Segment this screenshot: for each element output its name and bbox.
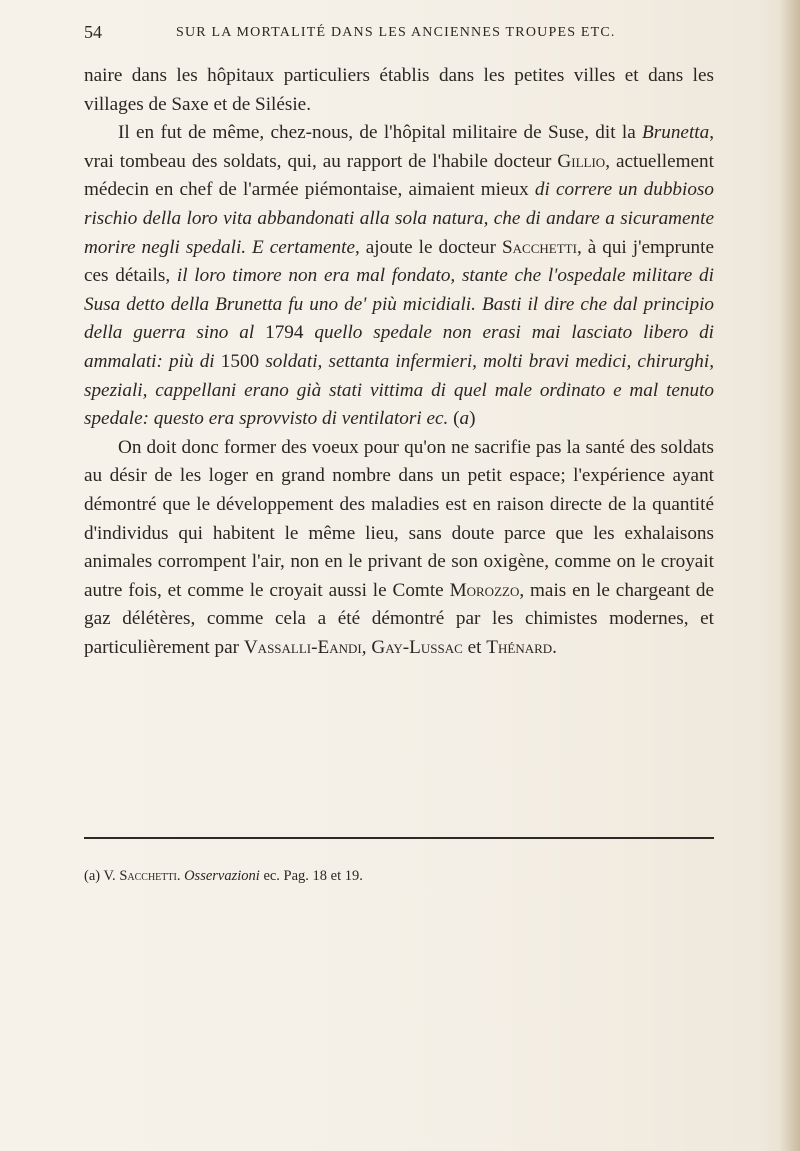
text-run: , actuellement médecin en chef de l'armée piémontaise, aimaient mieux — [84, 150, 714, 201]
footnote — [84, 866, 714, 886]
running-title: SUR LA MORTALITÉ DANS LES ANCIENNES TROUPES ETC. — [176, 25, 616, 40]
italian-quote: quello spedale non erasi mai lasciato libero di ammalati: più di — [84, 322, 715, 372]
text-run: , vrai tombeau des soldats, qui, au rapport de l'habile docteur — [84, 122, 714, 172]
text-run: . — [176, 868, 185, 884]
text-run: , — [361, 636, 372, 658]
footnote-ref: a — [459, 408, 470, 430]
text-run: 1794 — [254, 322, 315, 344]
text-run: On doit donc former des voeux pour qu'on ne sacrifie pas la santé des soldats au désir de les loger en grand nombre dans un petit espace; l'expérience ayant démontré que le développement des maladies est en raison directe de la quantité d'individus qui habitent le même lieu, sans doute parce que les exhalaisons animales corrompent l'air, non en le privant de son oxigène, comme on le croyait autre fois, et comme le croyait aussi le Comte — [84, 436, 714, 601]
page-edge-shadow — [778, 0, 800, 1151]
text-run: , mais en le chargeant de gaz délétères, comme cela a été démontré par les chimistes modernes, et particulièrement par — [84, 579, 714, 658]
italian-quote: di correre un dubbioso rischio della loro vita abbandonati alla sola natura, che di andare a sicuramente morire negli spedali. E certamente — [84, 179, 714, 258]
author-name: Vassalli-Eandi — [243, 636, 362, 658]
author-name: Thénard — [486, 636, 553, 658]
text-run: , à qui j'emprunte ces détails, — [84, 236, 714, 287]
page-header — [84, 22, 714, 44]
footnote-author: Sacchetti — [119, 868, 177, 884]
text-run: ) — [469, 408, 476, 430]
italic-run: Brunetta — [642, 122, 710, 144]
author-name: Gillio — [557, 150, 606, 172]
text-run: . — [552, 636, 557, 658]
footnote-title: Osservazioni — [184, 868, 260, 884]
author-name: Sacchetti — [502, 236, 577, 258]
text-run: ec. Pag. 18 et 19. — [259, 868, 363, 884]
author-name: Gay-Lussac — [371, 636, 463, 658]
text-run: ( — [448, 408, 460, 430]
footnote-marker: (a) — [84, 868, 101, 884]
footnote-divider — [84, 837, 714, 839]
page-number: 54 — [84, 22, 102, 42]
text-run: Il en fut de même, chez-nous, de l'hôpital militaire de Suse, dit la — [118, 122, 643, 144]
text-run: naire dans les hôpitaux particuliers établis dans les petites villes et dans les villages de Saxe et de Silésie. — [84, 65, 714, 115]
body-text — [84, 62, 714, 662]
author-name: Morozzo — [449, 579, 520, 601]
italian-quote: soldati, settanta infermieri, molti bravi medici, chirurghi, speziali, cappellani erano già stati vittima di quel male ordinato e mal tenuto spedale: questo era sprovvisto di ventilatori ec. — [84, 350, 715, 430]
text-run: , ajoute le docteur — [355, 236, 502, 258]
paragraph-2 — [84, 119, 714, 434]
text-run: V. — [100, 868, 120, 884]
text-run: et — [462, 636, 487, 658]
paragraph-3 — [84, 434, 714, 663]
paragraph-1 — [84, 62, 714, 119]
text-run: 1500 — [214, 350, 266, 372]
italian-quote: il loro timore non era mal fondato, stante che l'ospedale militare di Susa detto della Brunetta fu uno de' più micidiali. Basti il dire che dal principio della guerra sino al — [84, 265, 714, 344]
